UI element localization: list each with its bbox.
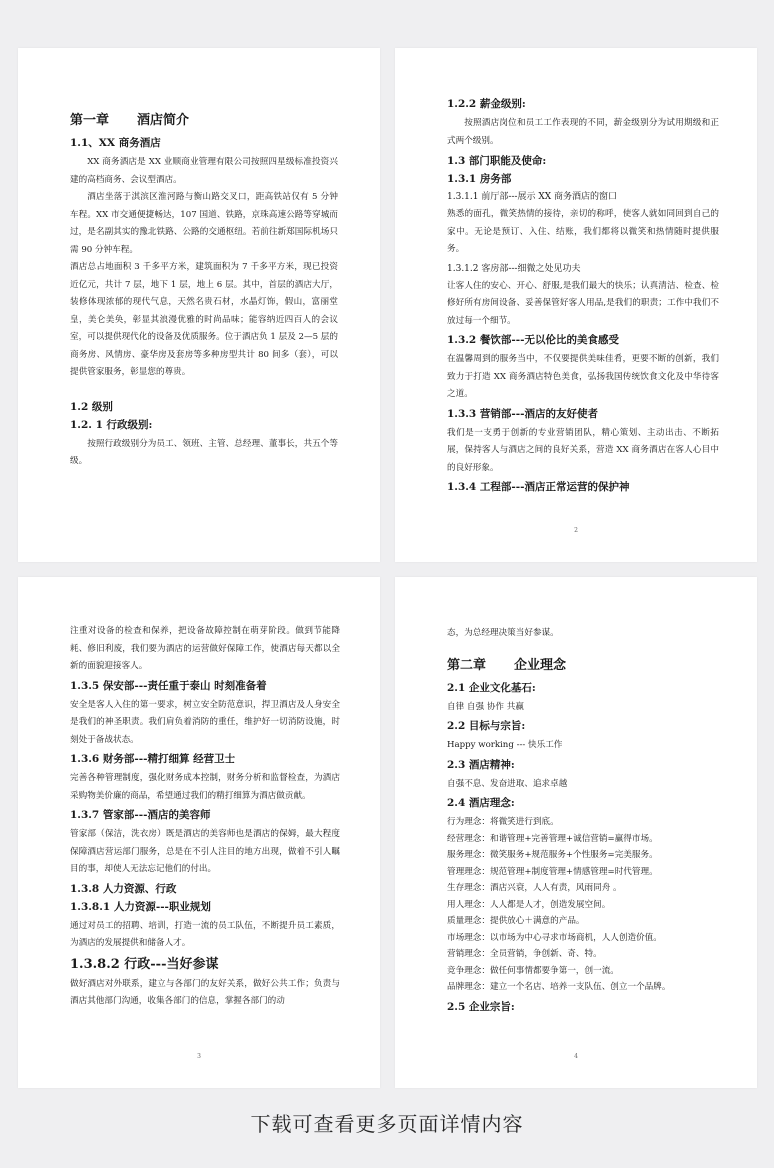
document-page-4 [395,577,757,1088]
list-item: 服务理念：微笑服务+规范服务+个性服务=完美服务。 [447,850,658,860]
subsection-heading: 1.3.7 管家部---酒店的美容师 [70,809,211,821]
section-heading: 2.3 酒店精神: [447,758,515,771]
list-item: 竞争理念：做任何事情都要争第一，创一流。 [447,965,619,976]
minor-heading: 1.3.1.2 客房部---细微之处见功夫 [447,263,581,274]
paragraph: 自律 自强 协作 共赢 [447,701,524,712]
section-heading: 1.1、XX 商务酒店 [70,137,161,149]
document-page-3 [18,577,380,1088]
list-item: 质量理念：提供放心＋满意的产品。 [447,916,585,926]
minor-heading: 1.3.1.1 前厅部---展示 XX 商务酒店的窗口 [447,192,618,202]
paragraph: 在温馨周到的服务当中，不仅要提供美味佳肴，更要不断的创新，我们致力于打造 XX 商务酒店特色美食，弘扬我国传统饮食文化及中华待客之道。 [447,354,719,399]
paragraph: 通过对员工的招聘、培训，打造一流的员工队伍，不断提升员工素质，为酒店的发展提供和储备人才。 [70,920,340,948]
paragraph: 完善各种管理制度，强化财务成本控制，财务分析和监督检查，为酒店采购物美价廉的商品，希望通过我们的精打细算为酒店做贡献。 [70,773,340,801]
paragraph: Happy working --- 快乐工作 [447,740,563,750]
paragraph: 酒店总占地面积 3 千多平方米，建筑面积为 7 千多平方米，现已投资近亿元，共计 7 层，地下 1 层，地上 6 层。其中，首层的酒店大厅，装修体现浓郁的现代气息，天然名贵石材，水晶灯饰，假山，富丽堂皇，美仑美奂，彰显其浪漫优雅的时尚品味；能容纳近四百人的会议室，可以提供现代化的设备及优质服务。位于酒店负 1 层及 2—5 层的商务房、风情房、豪华房及套房等多种房型共计 80 间多（套），可以提供管家服务，彰显您的尊贵。 [70,262,338,377]
chapter-heading: 第二章 企业理念 [447,657,567,673]
paragraph: 注重对设备的检查和保养，把设备故障控制在萌芽阶段。做到节能降耗、修旧利废，我们要为酒店的运营做好保障工作，使酒店每天都以全新的面貌迎接客人。 [70,626,340,671]
subsection-heading: 1.3.3 营销部---酒店的友好使者 [447,407,598,420]
paragraph: 我们是一支勇于创新的专业营销团队，精心策划、主动出击、不断拓展，保持客人与酒店之间的良好关系，营造 XX 商务酒店在客人心目中的良好形象。 [447,427,719,473]
section-heading: 1.3 部门职能及使命: [447,155,547,167]
list-item: 市场理念：以市场为中心寻求市场商机，人人创造价值。 [447,932,662,943]
subsection-heading: 1.3.8.2 行政---当好参谋 [70,956,219,972]
subsection-heading: 1.3.8 人力资源、行政 [70,882,177,895]
subsection-heading: 1.3.1 房务部 [447,173,512,185]
list-item: 品牌理念：建立一个名店、培养一支队伍、创立一个品牌。 [447,982,671,992]
subsection-heading: 1.3.4 工程部---酒店正常运营的保护神 [447,481,630,493]
concept-list [447,814,719,996]
subsection-heading: 1.3.8.1 人力资源---职业规划 [70,900,211,913]
paragraph: 按照行政级别分为员工、领班、主管、总经理、董事长，共五个等级。 [70,438,338,466]
list-item: 管理理念：规范管理+制度管理+情感管理=时代管理。 [447,866,658,877]
list-item: 行为理念：将微笑进行到底。 [447,817,559,827]
section-heading: 1.2 级别 [70,400,113,413]
download-caption: 下载可查看更多页面详情内容 [250,1112,524,1136]
paragraph: 熟悉的面孔，微笑热情的接待，亲切的称呼，使客人就如同回到自己的家中。无论是预订、入住、结账，我们都将以微笑和热情随时提供服务。 [447,209,719,254]
page-number: 3 [197,1053,201,1060]
section-heading: 2.5 企业宗旨: [447,1000,515,1013]
list-item: 用人理念：人人都是人才，创造发展空间。 [447,899,611,910]
paragraph: XX 商务酒店是 XX 业顺商业管理有限公司按照四星级标准投资兴建的高档商务、会议型酒店。 [70,157,338,185]
paragraph: 管家部（保洁，洗衣房）既是酒店的美容师也是酒店的保姆，最大程度保障酒店营运部门服务，总是在不引人注目的地方出现，做着不引人瞩目的事，却使人无法忘记他们的付出。 [70,829,340,874]
page-number: 2 [574,527,578,534]
chapter-heading: 第一章 酒店简介 [70,113,190,128]
page-number: 4 [574,1053,578,1060]
subsection-heading: 1.3.6 财务部---精打细算 经营卫士 [70,753,236,765]
list-item: 经营理念：和谐管理+完善管理+诚信营销=赢得市场。 [447,833,658,844]
paragraph: 酒店坐落于淇滨区淮河路与衡山路交叉口，距高铁站仅有 5 分钟车程。XX 市交通便捷畅达，107 国道、铁路，京珠高速公路等穿城而过，是名副其实的豫北铁路、公路的交通枢纽。若前往新郑国际机场只需 90 分钟车程。 [70,192,338,255]
subsection-heading: 1.3.5 保安部---责任重于泰山 时刻准备着 [70,679,267,692]
section-heading: 2.2 目标与宗旨: [447,720,526,732]
subsection-heading: 1.3.2 餐饮部---无以伦比的美食感受 [447,334,619,346]
document-page-1 [18,48,380,562]
document-page-2 [395,48,757,562]
paragraph: 让客人住的安心、开心、舒服,是我们最大的快乐；认真清洁、检查、检修好所有房间设备、妥善保管好客人用品,是我们的职责；工作中我们不放过每一个细节。 [447,280,719,326]
section-heading: 2.1 企业文化基石: [447,681,536,694]
list-item: 生存理念：酒店兴衰，人人有责，风雨同舟 。 [447,883,622,893]
paragraph: 安全是客人入住的第一要求，树立安全防范意识，捍卫酒店及人身安全是我们的神圣职责。我们肩负着消防的重任，维护好一切消防设施，时刻处于备战状态。 [70,699,340,745]
paragraph: 做好酒店对外联系，建立与各部门的友好关系，做好公共工作；负责与酒店其他部门沟通，收集各部门的信息，掌握各部门的动 [70,978,340,1006]
subsection-heading: 1.2.2 薪金级别: [447,98,526,110]
section-heading: 2.4 酒店理念: [447,797,515,809]
list-item: 营销理念：全员营销，争创新、奇、特。 [447,949,602,959]
subsection-heading: 1.2. 1 行政级别: [70,418,153,431]
paragraph: 自强不息、发奋进取、追求卓越 [447,778,568,789]
paragraph: 态，为总经理决策当好参谋。 [447,628,559,638]
paragraph: 按照酒店岗位和员工工作表现的不同，薪金级别分为试用期级和正式两个级别。 [447,118,719,146]
